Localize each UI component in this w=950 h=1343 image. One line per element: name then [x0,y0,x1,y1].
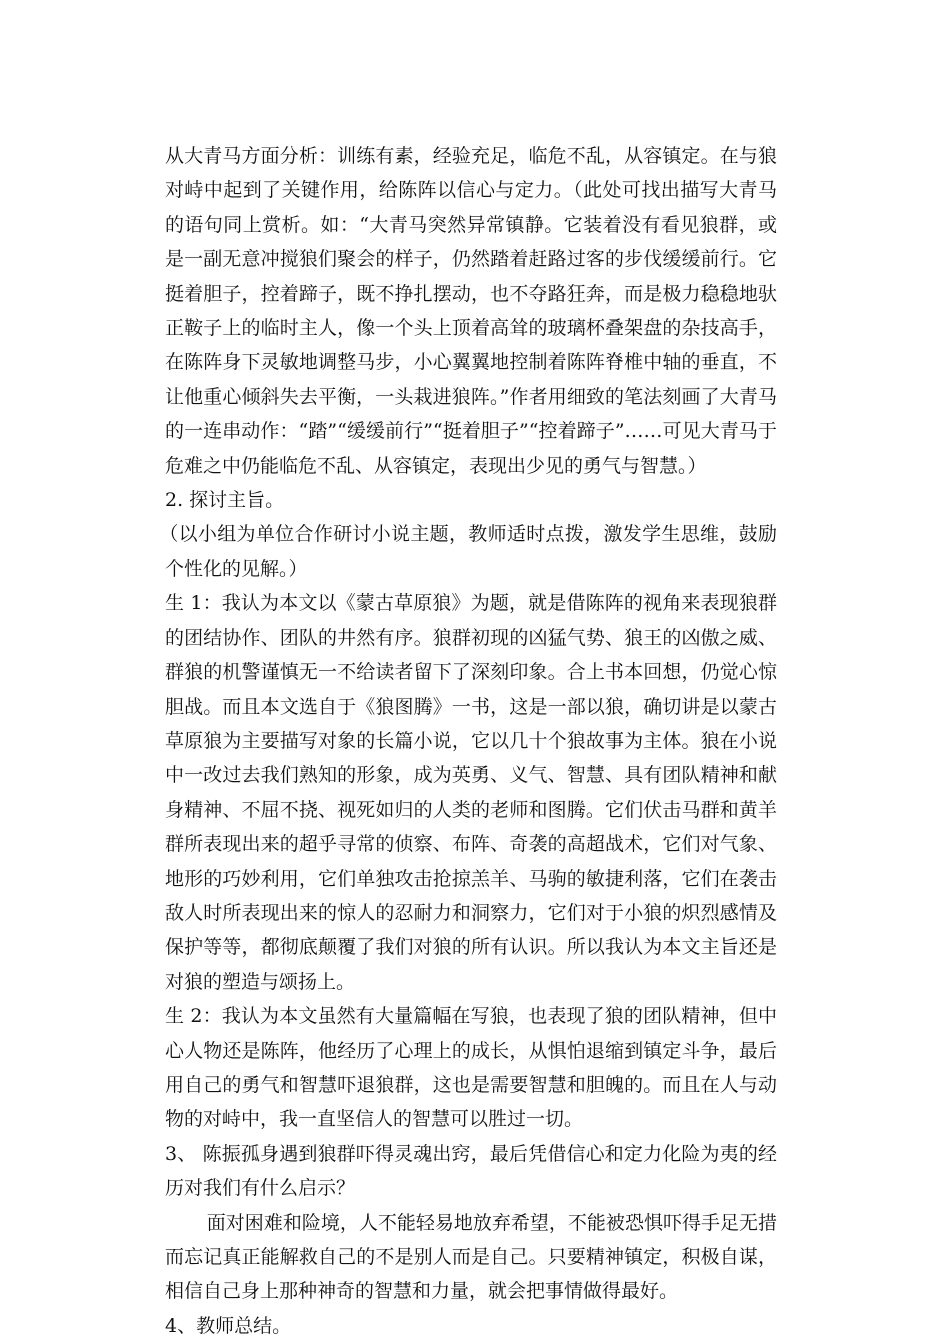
paragraph-group-discussion-note: （以小组为单位合作研讨小说主题，教师适时点拨，激发学生思维，鼓励个性化的见解。） [159,523,777,580]
document-page [159,139,777,1343]
paragraph-student-2: 生 2：我认为本文虽然有大量篇幅在写狼，也表现了狼的团队精神，但中心人物还是陈阵，他经历了心理上的成长，从惧怕退缩到镇定斗争，最后用自己的勇气和智慧吓退狼群，这也是需要智慧和胆魄的。而且在人与动物的对峙中，我一直坚信人的智慧可以胜过一切。 [165,1005,777,1131]
paragraph-horse-analysis: 从大青马方面分析：训练有素，经验充足，临危不乱，从容镇定。在与狼对峙中起到了关键作用，给陈阵以信心与定力。（此处可找出描写大青马的语句同上赏析。如：“大青马突然异常镇静。它装着没有看见狼群，或是一副无意冲搅狼们聚会的样子，仍然踏着赶路过客的步伐缓缓前行。它挺着胆子，控着蹄子，既不挣扎摆动，也不夺路狂奔，而是极力稳稳地驮正鞍子上的临时主人，像一个头上顶着高耸的玻璃杯叠架盘的杂技高手，在陈阵身下灵敏地调整马步，小心翼翼地控制着陈阵脊椎中轴的垂直，不让他重心倾斜失去平衡，一头栽进狼阵。”作者用细致的笔法刻画了大青马的一连串动作：“踏”“缓缓前行”“挺着胆子”“控着蹄子”……可见大青马于危难之中仍能临危不乱、从容镇定，表现出少见的勇气与智慧。） [165,145,777,477]
paragraph-answer-3: 面对困难和险境，人不能轻易地放弃希望，不能被恐惧吓得手足无措而忘记真正能解救自己的不是别人而是自己。只要精神镇定，积极自谋，相信自己身上那种神奇的智慧和力量，就会把事情做得最好。 [165,1211,777,1303]
paragraph-question-3: 3、 陈振孤身遇到狼群吓得灵魂出窍，最后凭借信心和定力化险为夷的经历对我们有什么启示？ [165,1142,777,1200]
paragraph-heading-theme: 2. 探讨主旨。 [165,489,285,512]
paragraph-student-1: 生 1：我认为本文以《蒙古草原狼》为题，就是借陈阵的视角来表现狼群的团结协作、团队的井然有序。狼群初现的凶猛气势、狼王的凶傲之威、群狼的机警谨慎无一不给读者留下了深刻印象。合上书本回想，仍觉心惊胆战。而且本文选自于《狼图腾》一书，这是一部以狼，确切讲是以蒙古草原狼为主要描写对象的长篇小说，它以几十个狼故事为主体。狼在小说中一改过去我们熟知的形象，成为英勇、义气、智慧、具有团队精神和献身精神、不屈不挠、视死如归的人类的老师和图腾。它们伏击马群和黄羊群所表现出来的超乎寻常的侦察、布阵、奇袭的高超战术，它们对气象、地形的巧妙利用，它们单独攻击抢掠羔羊、马驹的敏捷利落，它们在袭击敌人时所表现出来的惊人的忍耐力和洞察力，它们对于小狼的炽烈感情及保护等等，都彻底颠覆了我们对狼的所有认识。所以我认为本文主旨还是对狼的塑造与颂扬上。 [165,592,777,993]
paragraph-heading-summary: 4、教师总结。 [165,1314,292,1337]
